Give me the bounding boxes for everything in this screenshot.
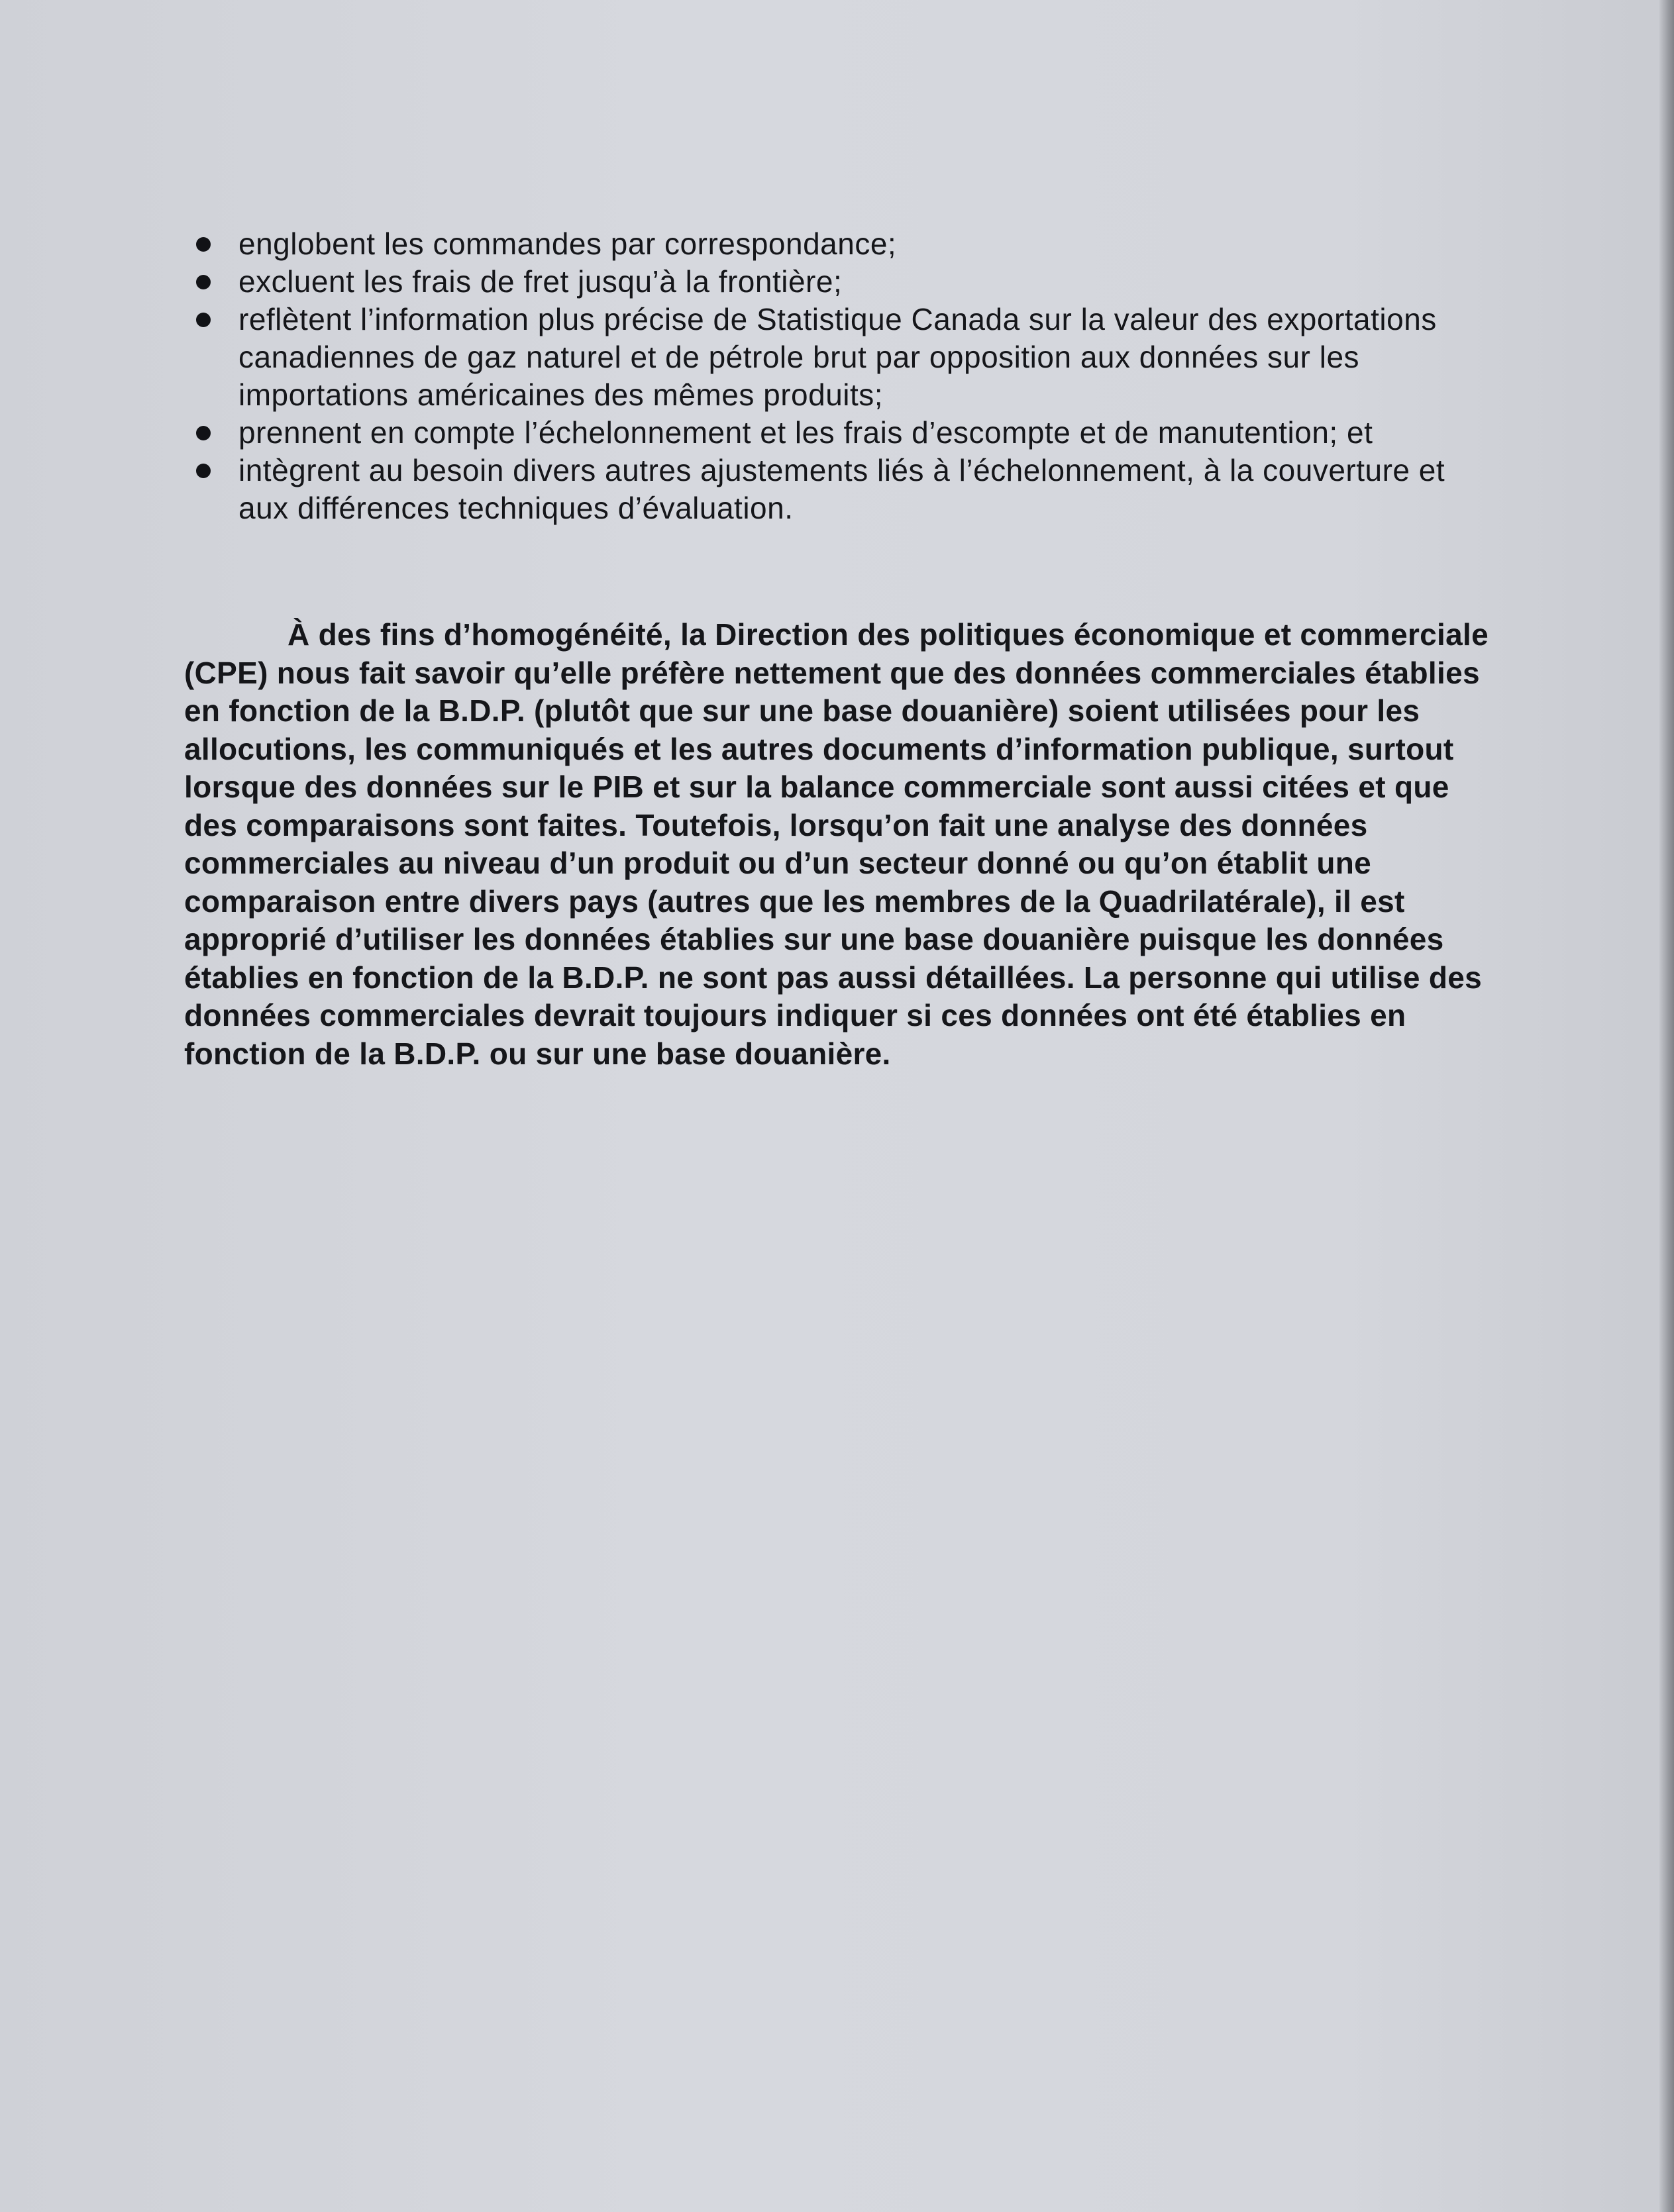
- body-paragraph: À des fins d’homogénéité, la Direction des politiques économique et commerciale (CPE) nous fait savoir qu’elle préfère nettement que des données commerciales établies en fonction de la B.D.P. (plutôt que sur une base douanière) soient utilisées pour les allocutions, les communiqués et les autres documents d’information publique, surtout lorsque des données sur le PIB et sur la balance commerciale sont aussi citées et que des comparaisons sont faites. Toutefois, lorsqu’on fait une analyse des données commerciales au niveau d’un produit ou d’un secteur donné ou qu’on établit une comparaison entre divers pays (autres que les membres de la Quadrilatérale), il est approprié d’utiliser les données établies sur une base douanière puisque les données établies en fonction de la B.D.P. ne sont pas aussi détaillées. La personne qui utilise des données commerciales devrait toujours indiquer si ces données ont été établies en fonction de la B.D.P. ou sur une base douanière.: [184, 617, 1489, 1071]
- list-item: [192, 452, 1504, 527]
- bullet-list: [192, 225, 1504, 527]
- page-edge-shadow: [1659, 0, 1674, 2212]
- list-item-text: prennent en compte l’échelonnement et les frais d’escompte et de manutention; et: [238, 415, 1373, 450]
- list-item: [192, 414, 1504, 452]
- list-item: [192, 225, 1504, 263]
- bullet-icon: [196, 464, 211, 478]
- bullet-icon: [196, 275, 211, 289]
- list-item-text: excluent les frais de fret jusqu’à la frontière;: [238, 264, 843, 299]
- bullet-icon: [196, 313, 211, 327]
- list-item-text: englobent les commandes par correspondance;: [238, 226, 897, 261]
- bullet-icon: [196, 426, 211, 440]
- list-item-text: intègrent au besoin divers autres ajustements liés à l’échelonnement, à la couverture et aux différences techniques d’évaluation.: [238, 453, 1445, 525]
- bullet-icon: [196, 237, 211, 252]
- list-item: [192, 263, 1504, 301]
- list-item: [192, 301, 1504, 414]
- list-item-text: reflètent l’information plus précise de Statistique Canada sur la valeur des exportations canadiennes de gaz naturel et de pétrole brut par opposition aux données sur les importations américaines des mêmes produits;: [238, 302, 1437, 412]
